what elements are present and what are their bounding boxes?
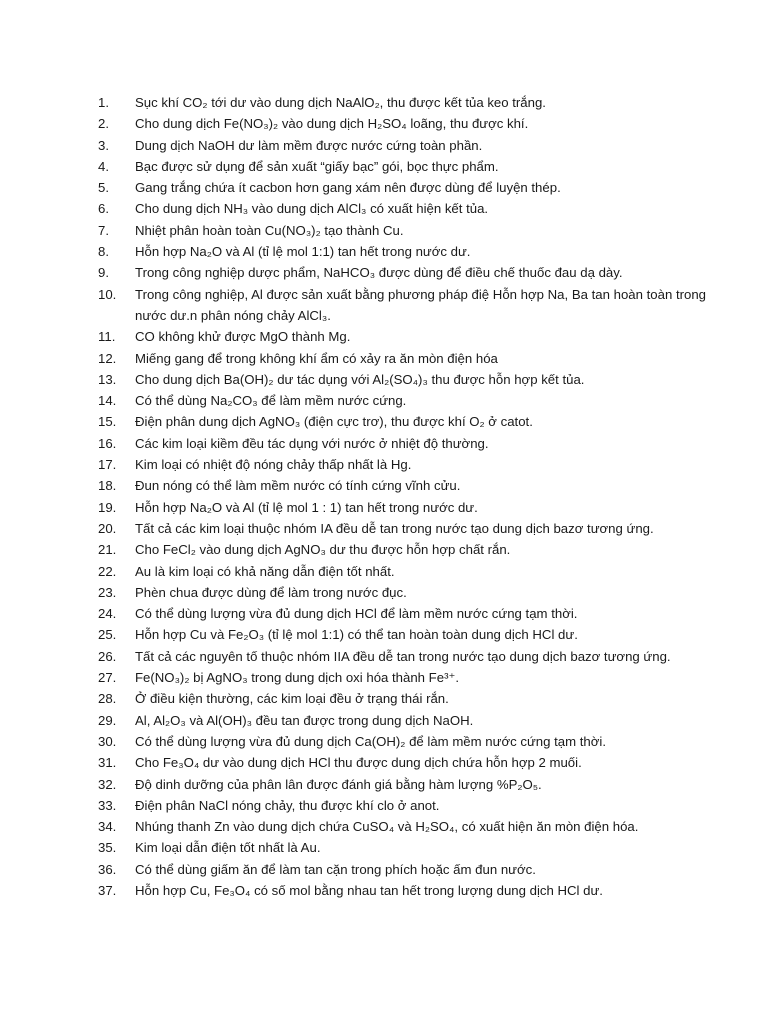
statement-text: Nhúng thanh Zn vào dung dịch chứa CuSO₄ và H₂SO₄, có xuất hiện ăn mòn điện hóa. [135, 819, 639, 835]
statement-text: Kim loại dẫn điện tốt nhất là Au. [135, 840, 321, 856]
statement-number: 12. [98, 350, 117, 366]
statement-number: 31. [98, 755, 117, 771]
statement-item [98, 561, 728, 582]
statement-item [98, 433, 728, 454]
statement-item [98, 731, 728, 752]
statement-text: Dung dịch NaOH dư làm mềm được nước cứng toàn phần. [135, 137, 483, 153]
statement-text: Có thể dùng lượng vừa đủ dung dịch HCl để làm mềm nước cứng tạm thời. [135, 606, 578, 622]
statement-number: 23. [98, 584, 117, 600]
statement-text: Độ dinh dưỡng của phân lân được đánh giá bằng hàm lượng %P₂O₅. [135, 776, 542, 792]
statement-number: 21. [98, 542, 117, 558]
statement-item [98, 816, 728, 837]
statement-number: 8. [98, 244, 109, 260]
statement-item [98, 284, 728, 327]
statement-number: 11. [98, 329, 116, 345]
statement-item [98, 752, 728, 773]
statement-text: Tất cả các nguyên tố thuộc nhóm IIA đều dễ tan trong nước tạo dung dịch bazơ tương ứng. [135, 648, 671, 664]
statement-text: Sục khí CO₂ tới dư vào dung dịch NaAlO₂, thu được kết tủa keo trắng. [135, 95, 546, 110]
statement-number: 9. [98, 265, 109, 281]
statement-item [98, 113, 728, 134]
statement-number: 22. [98, 563, 117, 579]
statement-number: 13. [98, 371, 117, 387]
statement-number: 24. [98, 606, 117, 622]
statement-text: Các kim loại kiềm đều tác dụng với nước ở nhiệt độ thường. [135, 435, 489, 451]
statement-number: 33. [98, 797, 117, 813]
statement-text: Có thể dùng Na₂CO₃ để làm mềm nước cứng. [135, 393, 407, 409]
statement-item [98, 198, 728, 219]
statement-item [98, 156, 728, 177]
statement-item [98, 326, 728, 347]
statement-item [98, 177, 728, 198]
statement-text: Có thể dùng lượng vừa đủ dung dịch Ca(OH)₂ để làm mềm nước cứng tạm thời. [135, 733, 606, 749]
statement-text: Nhiệt phân hoàn toàn Cu(NO₃)₂ tạo thành Cu. [135, 222, 404, 238]
statement-number: 20. [98, 520, 117, 536]
statement-text: Al, Al₂O₃ và Al(OH)₃ đều tan được trong dung dịch NaOH. [135, 712, 474, 728]
statement-number: 7. [98, 222, 109, 238]
statement-item [98, 539, 728, 560]
statement-number: 1. [98, 95, 109, 110]
statement-number: 2. [98, 116, 109, 132]
statement-item [98, 411, 728, 432]
statement-item [98, 92, 728, 113]
statement-item [98, 837, 728, 858]
statement-number: 27. [98, 670, 117, 686]
statement-item [98, 667, 728, 688]
statement-text: Điện phân dung dịch AgNO₃ (điện cực trơ), thu được khí O₂ ở catot. [135, 414, 533, 430]
statement-text: Trong công nghiệp, Al được sản xuất bằng phương pháp điệ Hỗn hợp Na, Ba tan hoàn toàn trong nước dư.n phân nóng chảy AlCl₃. [135, 286, 707, 323]
statement-text: Kim loại có nhiệt độ nóng chảy thấp nhất là Hg. [135, 457, 412, 473]
statement-text: Cho Fe₃O₄ dư vào dung dịch HCl thu được dung dịch chứa hỗn hợp 2 muối. [135, 755, 582, 771]
statement-item [98, 241, 728, 262]
statement-number: 37. [98, 882, 117, 898]
statement-item [98, 220, 728, 241]
statement-item [98, 262, 728, 283]
statement-item [98, 710, 728, 731]
statement-number: 6. [98, 201, 109, 217]
statement-number: 5. [98, 180, 109, 196]
statement-number: 35. [98, 840, 117, 856]
statement-list [98, 92, 728, 901]
statement-number: 36. [98, 861, 117, 877]
statement-number: 28. [98, 691, 117, 707]
statement-item [98, 774, 728, 795]
statement-text: Cho FeCl₂ vào dung dịch AgNO₃ dư thu được hỗn hợp chất rắn. [135, 542, 511, 558]
statement-text: Ở điều kiện thường, các kim loại đều ở trạng thái rắn. [135, 691, 449, 707]
statement-number: 30. [98, 733, 117, 749]
statement-text: Trong công nghiệp dược phẩm, NaHCO₃ được dùng để điều chế thuốc đau dạ dày. [135, 265, 623, 281]
statement-number: 4. [98, 158, 109, 174]
statement-item [98, 795, 728, 816]
statement-text: Hỗn hợp Cu, Fe₃O₄ có số mol bằng nhau tan hết trong lượng dung dịch HCl dư. [135, 882, 603, 898]
statement-text: Cho dung dịch Fe(NO₃)₂ vào dung dịch H₂SO₄ loãng, thu được khí. [135, 116, 529, 132]
statement-number: 25. [98, 627, 117, 643]
statement-item [98, 135, 728, 156]
statement-item [98, 390, 728, 411]
statement-text: Fe(NO₃)₂ bị AgNO₃ trong dung dịch oxi hóa thành Fe³⁺. [135, 670, 460, 686]
statement-number: 17. [98, 457, 117, 473]
statement-number: 18. [98, 478, 117, 494]
statement-item [98, 624, 728, 645]
statement-number: 32. [98, 776, 117, 792]
statement-item [98, 646, 728, 667]
statement-text: Phèn chua được dùng để làm trong nước đục. [135, 584, 407, 600]
statement-item [98, 880, 728, 901]
statement-number: 26. [98, 648, 117, 664]
statement-text: Miếng gang để trong không khí ẩm có xảy ra ăn mòn điện hóa [135, 350, 498, 366]
statement-item [98, 497, 728, 518]
statement-text: Tất cả các kim loại thuộc nhóm IA đều dễ tan trong nước tạo dung dịch bazơ tương ứng. [135, 520, 654, 536]
statement-text: Gang trắng chứa ít cacbon hơn gang xám nên được dùng để luyện thép. [135, 180, 561, 196]
statement-text: Hỗn hợp Cu và Fe₂O₃ (tỉ lệ mol 1:1) có thể tan hoàn toàn dung dịch HCl dư. [135, 627, 578, 643]
statement-item [98, 688, 728, 709]
statement-number: 29. [98, 712, 117, 728]
statement-text: Đun nóng có thể làm mềm nước có tính cứng vĩnh cửu. [135, 478, 461, 494]
statement-item [98, 859, 728, 880]
statement-number: 15. [98, 414, 117, 430]
statement-text: Hỗn hợp Na₂O và Al (tỉ lệ mol 1:1) tan hết trong nước dư. [135, 244, 471, 260]
statement-text: CO không khử được MgO thành Mg. [135, 329, 351, 345]
statement-number: 19. [98, 499, 117, 515]
statement-text: Cho dung dịch Ba(OH)₂ dư tác dụng với Al₂(SO₄)₃ thu được hỗn hợp kết tủa. [135, 371, 585, 387]
statement-text: Au là kim loại có khả năng dẫn điện tốt nhất. [135, 563, 395, 579]
statement-item [98, 369, 728, 390]
statement-item [98, 582, 728, 603]
statement-text: Cho dung dịch NH₃ vào dung dịch AlCl₃ có xuất hiện kết tủa. [135, 201, 489, 217]
statement-item [98, 475, 728, 496]
statement-text: Điện phân NaCl nóng chảy, thu được khí clo ở anot. [135, 797, 440, 813]
statement-text: Có thể dùng giấm ăn để làm tan cặn trong phích hoặc ấm đun nước. [135, 861, 536, 877]
statement-number: 3. [98, 137, 109, 153]
statement-number: 16. [98, 435, 117, 451]
statement-number: 10. [98, 286, 117, 302]
statement-item [98, 518, 728, 539]
statement-number: 14. [98, 393, 117, 409]
statement-text: Hỗn hợp Na₂O và Al (tỉ lệ mol 1 : 1) tan hết trong nước dư. [135, 499, 478, 515]
statement-item [98, 454, 728, 475]
statement-text: Bạc được sử dụng để sản xuất “giấy bạc” gói, bọc thực phẩm. [135, 158, 499, 174]
statement-item [98, 603, 728, 624]
statement-item [98, 348, 728, 369]
statement-number: 34. [98, 819, 117, 835]
